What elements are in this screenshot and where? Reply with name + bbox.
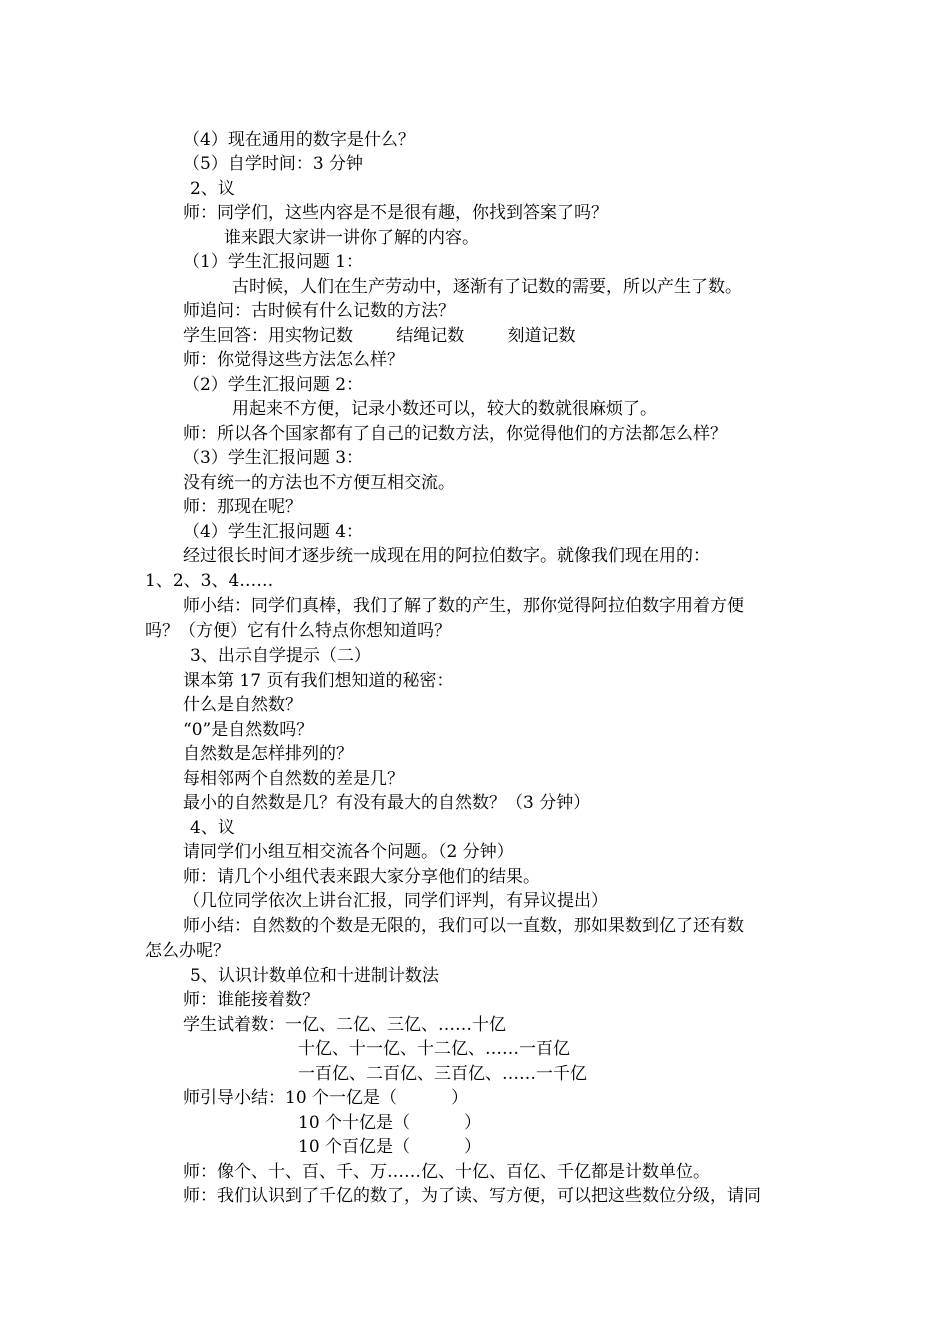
text-line: 没有统一的方法也不方便互相交流。 [183, 473, 455, 493]
text-line: 十亿、十一亿、十二亿、……一百亿 [298, 1039, 570, 1059]
text-line: （4）学生汇报问题 4： [183, 522, 364, 542]
text-line: （几位同学依次上讲台汇报，同学们评判，有异议提出） [183, 891, 608, 911]
text-line: 什么是自然数？ [183, 695, 302, 715]
text-line: 师：那现在呢？ [183, 497, 302, 517]
text-line: 请同学们小组互相交流各个问题。（2 分钟） [183, 842, 514, 862]
section-heading: 3、出示自学提示（二） [190, 646, 371, 666]
text-line: 谁来跟大家讲一讲你了解的内容。 [224, 228, 479, 248]
text-line: （5）自学时间：3 分钟 [183, 154, 364, 174]
text-line: 师：像个、十、百、千、万……亿、十亿、百亿、千亿都是计数单位。 [183, 1162, 710, 1182]
text-line: （3）学生汇报问题 3： [183, 448, 364, 468]
text-line: 每相邻两个自然数的差是几？ [183, 769, 404, 789]
text-line: （4）现在通用的数字是什么？ [183, 130, 415, 150]
text-line: 师：你觉得这些方法怎么样？ [183, 350, 404, 370]
text-line: 自然数是怎样排列的？ [183, 744, 353, 764]
text-line: 怎么办呢？ [145, 941, 230, 961]
text-line: 10 个十亿是（ ） [298, 1113, 482, 1133]
text-line: 师：请几个小组代表来跟大家分享他们的结果。 [183, 867, 540, 887]
text-line: 一百亿、二百亿、三百亿、……一千亿 [298, 1064, 587, 1084]
text-line: 师：谁能接着数？ [183, 990, 319, 1010]
text-line: 古时候，人们在生产劳动中，逐渐有了记数的需要，所以产生了数。 [232, 277, 742, 297]
text-line: 10 个百亿是（ ） [298, 1137, 482, 1157]
text-line: 经过很长时间才逐步统一成现在用的阿拉伯数字。就像我们现在用的： [183, 546, 710, 566]
text-line: 师引导小结：10 个一亿是（ ） [183, 1088, 469, 1108]
text-line: 最小的自然数是几？有没有最大的自然数？（3 分钟） [183, 793, 591, 813]
text-line: 师小结：同学们真棒，我们了解了数的产生，那你觉得阿拉伯数字用着方便 [183, 596, 744, 616]
text-line: 师：同学们，这些内容是不是很有趣，你找到答案了吗？ [183, 203, 608, 223]
text-line: （2）学生汇报问题 2： [183, 375, 364, 395]
text-line: 用起来不方便，记录小数还可以，较大的数就很麻烦了。 [232, 399, 657, 419]
text-line: 师小结：自然数的个数是无限的，我们可以一直数，那如果数到亿了还有数 [183, 916, 744, 936]
section-heading: 2、议 [190, 179, 235, 199]
text-line: 课本第 17 页有我们想知道的秘密： [183, 671, 454, 691]
section-heading: 5、认识计数单位和十进制计数法 [190, 966, 439, 986]
text-line: “0”是自然数吗？ [183, 720, 314, 740]
text-line: （1）学生汇报问题 1： [183, 252, 364, 272]
text-line: 学生回答：用实物记数 结绳记数 刻道记数 [183, 326, 576, 346]
text-line: 师追问：古时候有什么记数的方法？ [183, 301, 455, 321]
text-line: 学生试着数：一亿、二亿、三亿、……十亿 [183, 1015, 506, 1035]
text-line: 1、2、3、4…… [145, 571, 274, 591]
text-line: 师：我们认识到了千亿的数了，为了读、写方便，可以把这些数位分级，请同 [183, 1186, 761, 1206]
section-heading: 4、议 [190, 818, 235, 838]
text-line: 师：所以各个国家都有了自己的记数方法，你觉得他们的方法都怎么样？ [183, 424, 727, 444]
text-line: 吗？（方便）它有什么特点你想知道吗？ [145, 621, 451, 641]
